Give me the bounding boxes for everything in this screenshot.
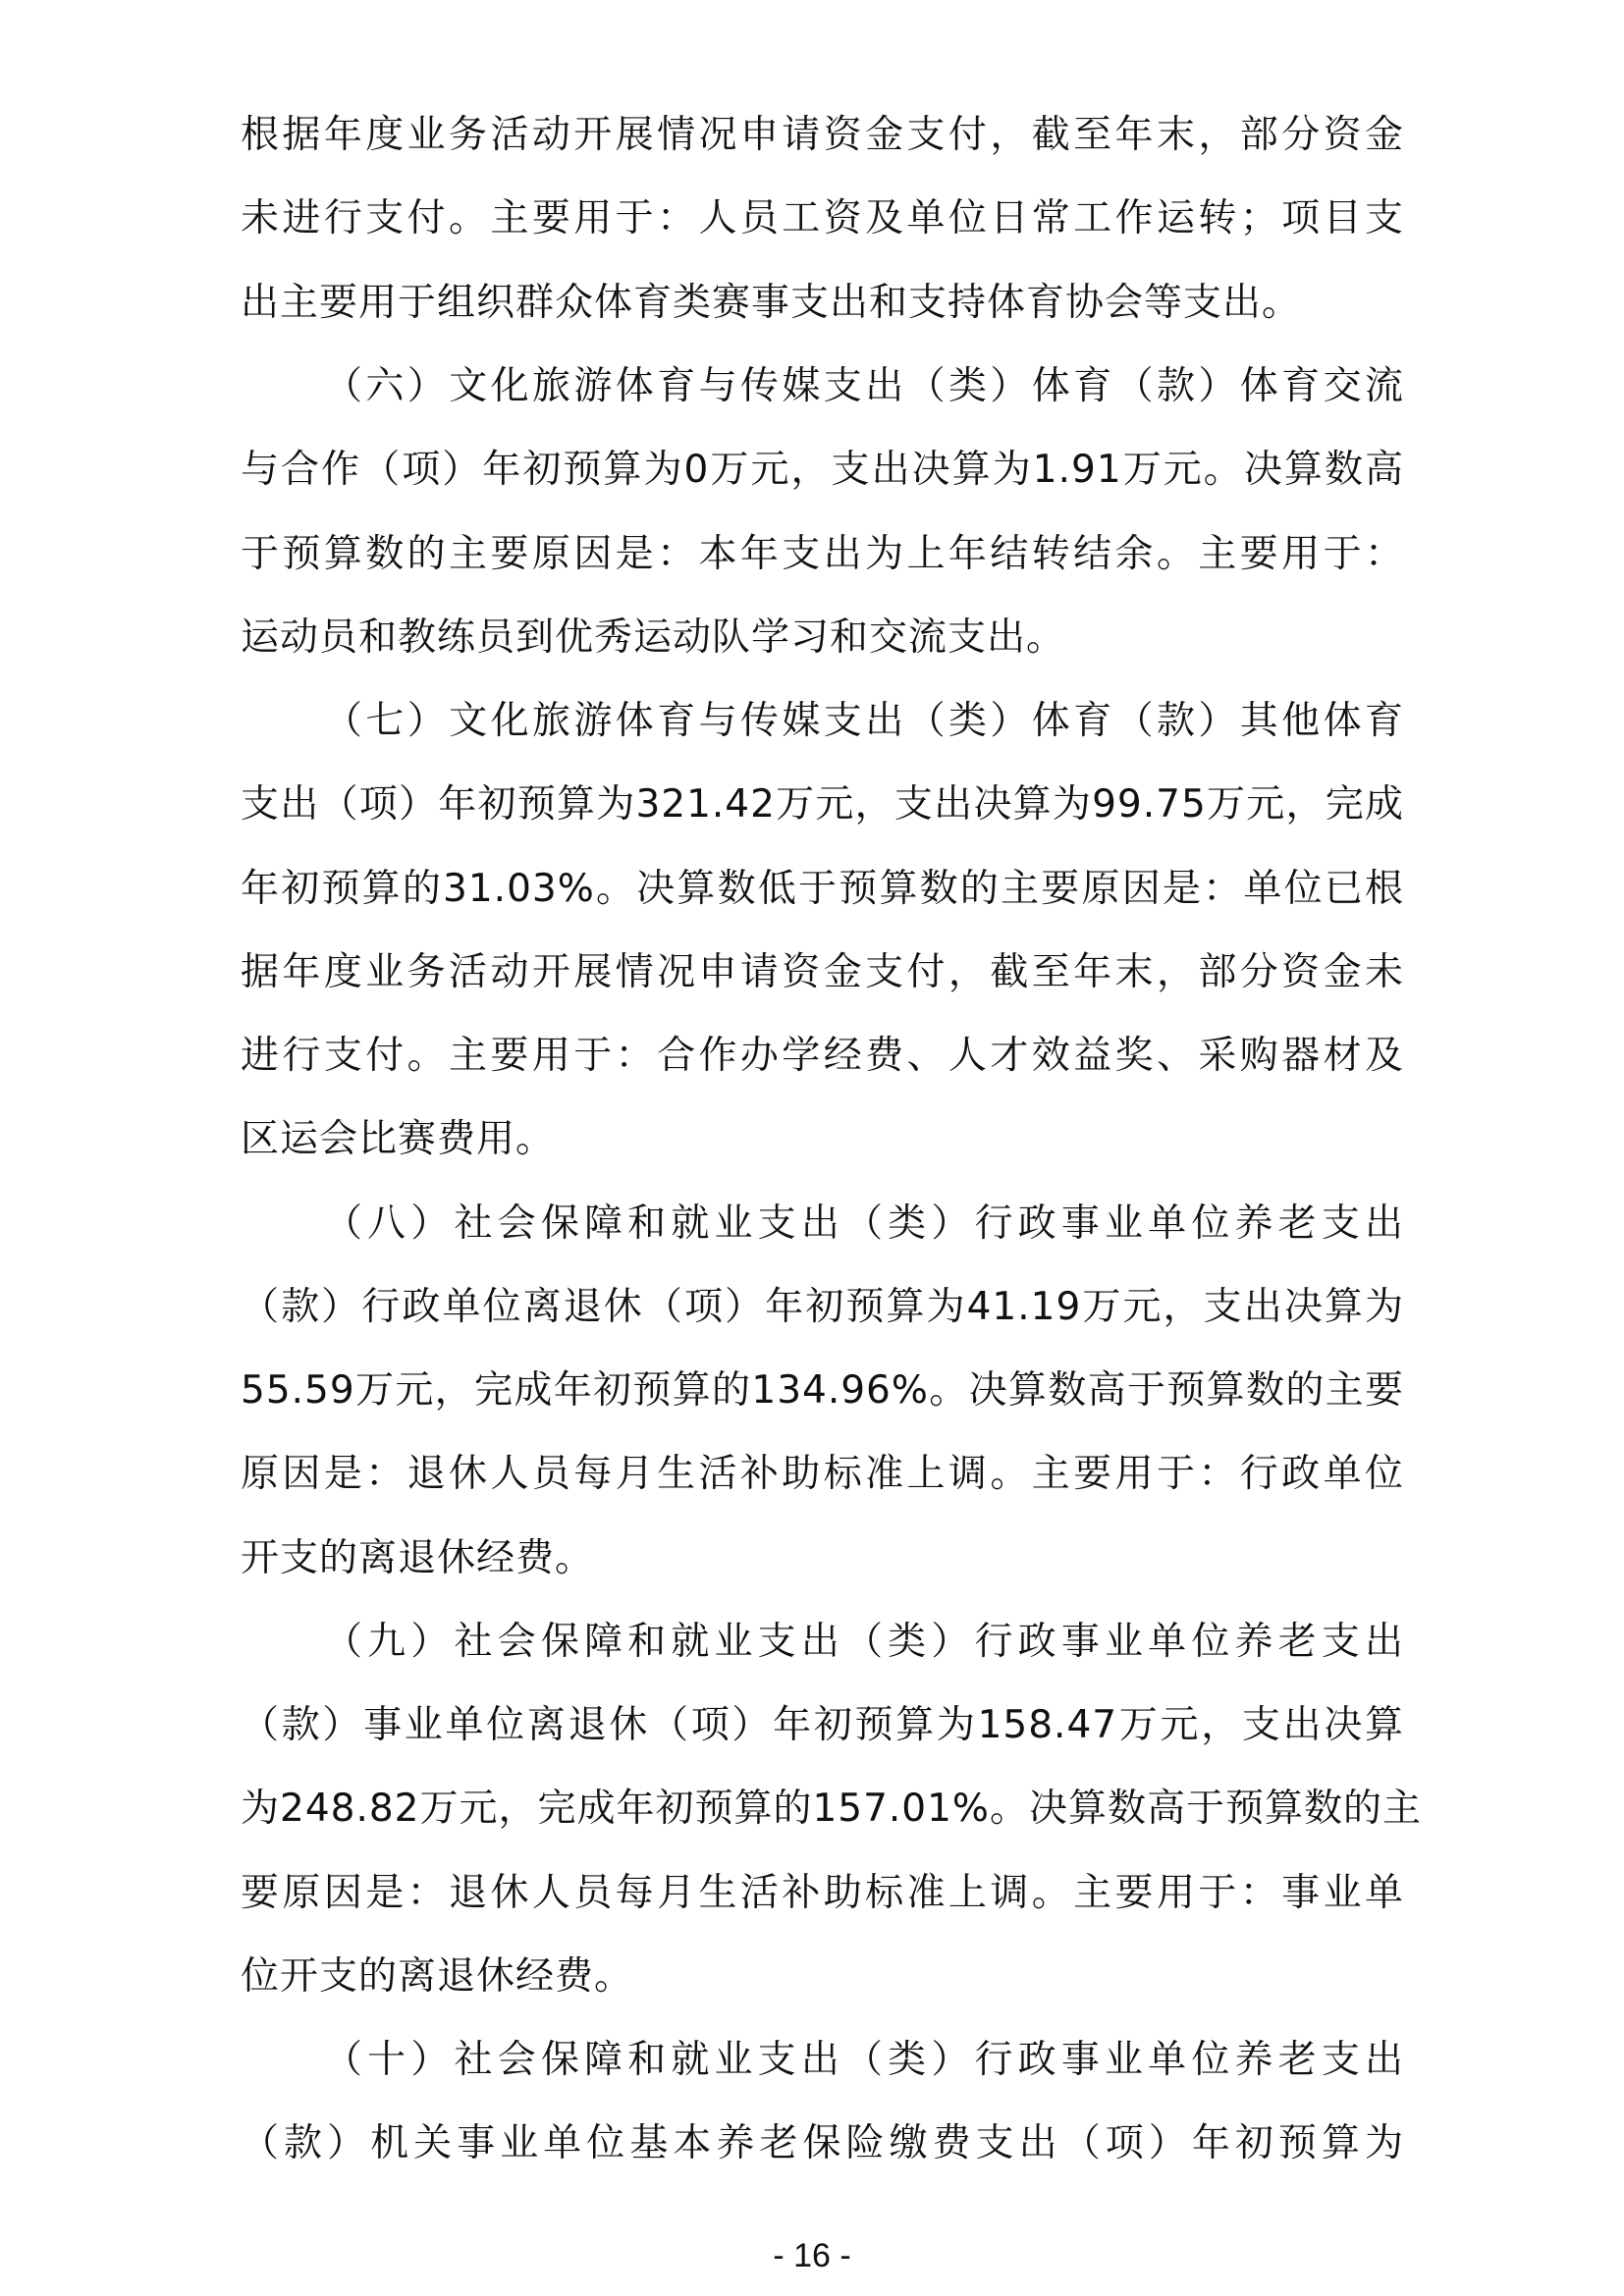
text-line: 运动员和教练员到优秀运动队学习和交流支出。 <box>241 615 1066 660</box>
text-line: 根据年度业务活动开展情况申请资金支付，截至年末，部分资金 <box>241 113 1404 157</box>
paragraph-heading-line: （八）社会保障和就业支出（类）行政事业单位养老支出 <box>324 1201 1404 1246</box>
text-line: 年初预算的31.03%。决算数低于预算数的主要原因是：单位已根 <box>241 867 1404 911</box>
text-line: 开支的离退休经费。 <box>241 1536 595 1580</box>
paragraph-heading-line: （九）社会保障和就业支出（类）行政事业单位养老支出 <box>324 1620 1404 1664</box>
text-line: 与合作（项）年初预算为0万元，支出决算为1.91万元。决算数高 <box>241 448 1404 492</box>
text-line: 区运会比赛费用。 <box>241 1117 556 1161</box>
text-line: 出主要用于组织群众体育类赛事支出和支持体育协会等支出。 <box>241 281 1302 325</box>
text-line: 支出（项）年初预算为321.42万元，支出决算为99.75万元，完成 <box>241 782 1404 827</box>
text-line: 位开支的离退休经费。 <box>241 1954 634 1999</box>
paragraph-heading-line: （七）文化旅游体育与传媒支出（类）体育（款）其他体育 <box>324 699 1404 743</box>
paragraph-heading-line: （六）文化旅游体育与传媒支出（类）体育（款）体育交流 <box>324 364 1404 408</box>
page-number: - 16 - <box>773 2237 851 2274</box>
paragraph-heading-line: （十）社会保障和就业支出（类）行政事业单位养老支出 <box>324 2038 1404 2082</box>
text-line: 要原因是：退休人员每月生活补助标准上调。主要用于：事业单 <box>241 1871 1404 1915</box>
text-line: 据年度业务活动开展情况申请资金支付，截至年末，部分资金未 <box>241 950 1404 994</box>
text-line: 55.59万元，完成年初预算的134.96%。决算数高于预算数的主要 <box>241 1368 1404 1413</box>
text-line: 为248.82万元，完成年初预算的157.01%。决算数高于预算数的主 <box>241 1787 1422 1831</box>
text-line: （款）行政单位离退休（项）年初预算为41.19万元，支出决算为 <box>241 1285 1404 1329</box>
text-line: 进行支付。主要用于：合作办学经费、人才效益奖、采购器材及 <box>241 1034 1404 1078</box>
text-line: （款）事业单位离退休（项）年初预算为158.47万元，支出决算 <box>241 1703 1404 1747</box>
text-line: 原因是：退休人员每月生活补助标准上调。主要用于：行政单位 <box>241 1452 1404 1496</box>
text-line: 于预算数的主要原因是：本年支出为上年结转结余。主要用于： <box>241 532 1404 576</box>
text-line: 未进行支付。主要用于：人员工资及单位日常工作运转；项目支 <box>241 196 1404 240</box>
text-line: （款）机关事业单位基本养老保险缴费支出（项）年初预算为 <box>241 2121 1404 2165</box>
